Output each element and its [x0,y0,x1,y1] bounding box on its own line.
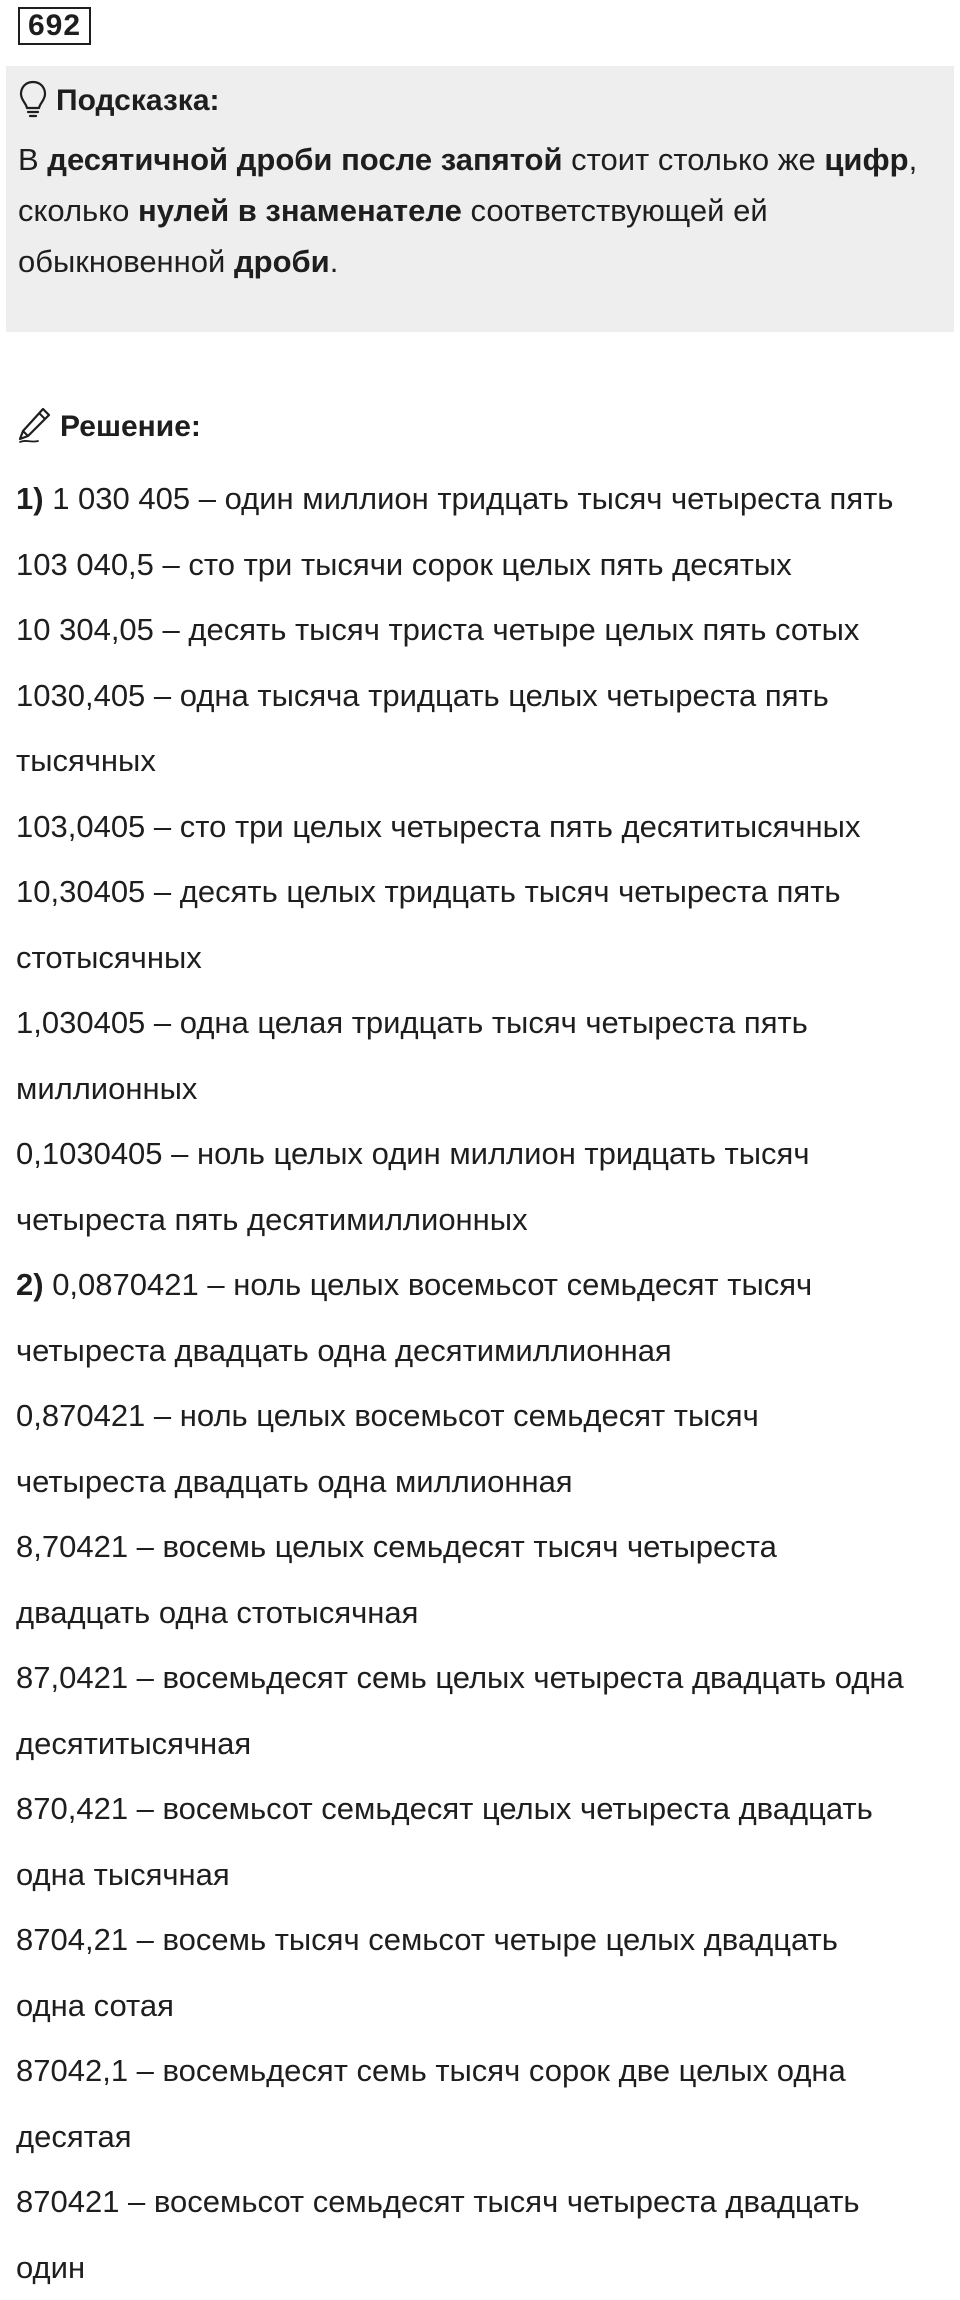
solution-line [16,794,951,860]
solution-line [16,1842,951,1908]
solution-line-text: 87,0421 – восемьдесят семь целых четыреста двадцать одна [16,1660,904,1695]
solution-line-text: 103,0405 – сто три целых четыреста пять десятитысячных [16,809,860,844]
solution-line [16,1318,951,1384]
hint-fragment: обыкновенной [18,244,234,279]
solution-section [16,402,951,2300]
solution-line-text: двадцать одна стотысячная [16,1595,418,1630]
solution-line-text: 0,1030405 – ноль целых один миллион тридцать тысяч [16,1136,809,1171]
solution-line [16,2038,951,2104]
solution-line [16,1056,951,1122]
solution-line [16,2235,951,2300]
solution-line-text: миллионных [16,1071,197,1106]
solution-line-text: 0,0870421 – ноль целых восемьсот семьдесят тысяч [44,1267,813,1302]
hint-fragment: . [330,244,339,279]
solution-line [16,925,951,991]
solution-line-text: одна сотая [16,1988,174,2023]
solution-line [16,1514,951,1580]
solution-line-text: 8704,21 – восемь тысяч семьсот четыре целых двадцать [16,1922,838,1957]
solution-line [16,1973,951,2039]
hint-fragment: стоит столько же [563,142,825,177]
solution-line [16,1121,951,1187]
hint-title: Подсказка: [56,84,220,118]
solution-line-text: четыреста пять десятимиллионных [16,1202,528,1237]
solution-line [16,1776,951,1842]
solution-line-text: 1,030405 – одна целая тридцать тысяч четыреста пять [16,1005,808,1040]
hint-text [18,134,954,287]
solution-line-text: 1030,405 – одна тысяча тридцать целых четыреста пять [16,678,829,713]
solution-line-text: одна тысячная [16,1857,230,1892]
solution-line [16,663,951,729]
solution-line [16,1711,951,1777]
solution-line-text: 87042,1 – восемьдесят семь тысяч сорок две целых одна [16,2053,846,2088]
solution-line [16,728,951,794]
solution-title: Решение: [60,410,201,444]
hint-fragment: , [909,142,918,177]
task-number: 692 [18,7,91,45]
solution-line-text: 1 030 405 – один миллион тридцать тысяч четыреста пять [44,481,894,516]
solution-line [16,1252,951,1318]
solution-line [16,1383,951,1449]
solution-line-text: 8,70421 – восемь целых семьдесят тысяч четыреста [16,1529,777,1564]
solution-line-text: 103 040,5 – сто три тысячи сорок целых пять десятых [16,547,792,582]
solution-line-text: один [16,2250,85,2285]
solution-line [16,2169,951,2235]
hint-header [18,76,954,126]
hint-bold-fragment: цифр [824,142,908,177]
solution-part-number: 2) [16,1267,44,1302]
solution-line [16,1449,951,1515]
solution-line [16,1187,951,1253]
solution-line-text: 0,870421 – ноль целых восемьсот семьдесят тысяч [16,1398,759,1433]
solution-line [16,597,951,663]
solution-line [16,532,951,598]
solution-line-text: десятитысячная [16,1726,251,1761]
solution-line-text: десятая [16,2119,132,2154]
solution-line-text: 870,421 – восемьсот семьдесят целых четыреста двадцать [16,1791,873,1826]
solution-lines [16,466,951,2300]
solution-line [16,859,951,925]
hint-fragment: В [18,142,47,177]
hint-bold-fragment: дроби [234,244,330,279]
hint-box [6,66,954,332]
solution-line-text: четыреста двадцать одна миллионная [16,1464,573,1499]
solution-line [16,1645,951,1711]
solution-part-number: 1) [16,481,44,516]
solution-line [16,2104,951,2170]
solution-line [16,1907,951,1973]
hint-bold-fragment: десятичной дроби после запятой [47,142,562,177]
solution-line [16,466,951,532]
solution-line-text: 10 304,05 – десять тысяч триста четыре целых пять сотых [16,612,859,647]
solution-line-text: четыреста двадцать одна десятимиллионная [16,1333,672,1368]
solution-header [16,402,951,452]
solution-line [16,990,951,1056]
hint-fragment: соответствующей ей [462,193,768,228]
solution-line-text: 870421 – восемьсот семьдесят тысяч четыреста двадцать [16,2184,860,2219]
hint-bold-fragment: нулей в знаменателе [138,193,462,228]
solution-line-text: стотысячных [16,940,202,975]
lightbulb-icon [18,79,48,124]
hint-fragment: сколько [18,193,138,228]
solution-line-text: 10,30405 – десять целых тридцать тысяч четыреста пять [16,874,841,909]
solution-line-text: тысячных [16,743,156,778]
pencil-icon [16,406,52,449]
solution-line [16,1580,951,1646]
